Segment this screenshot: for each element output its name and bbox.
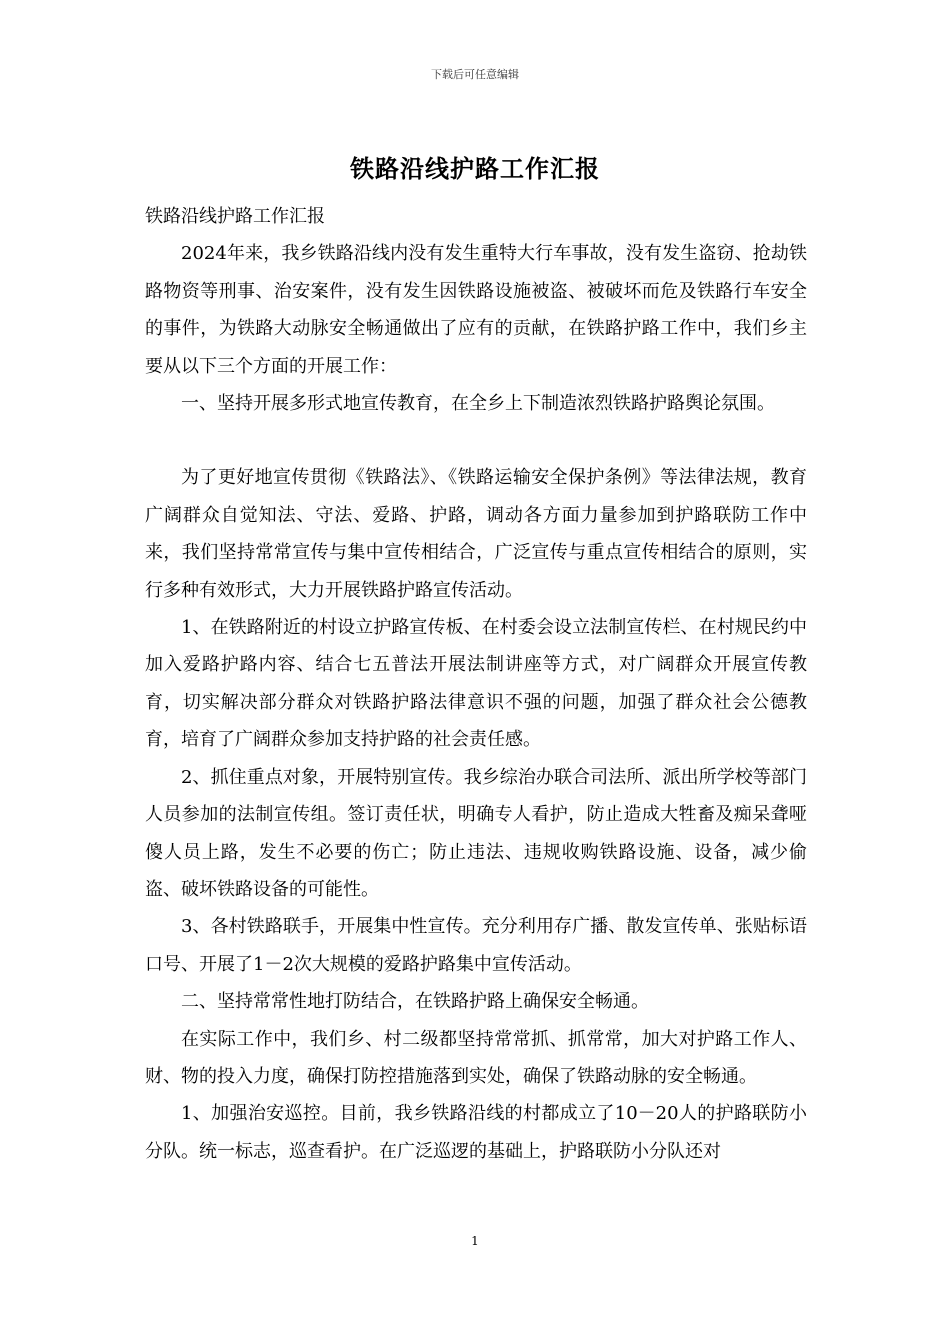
subtitle-paragraph: 铁路沿线护路工作汇报 <box>145 206 325 227</box>
document-body <box>145 198 807 1170</box>
intro-paragraph: 2024年来，我乡铁路沿线内没有发生重特大行车事故，没有发生盗窃、抢劫铁路物资等刑事、治安案件，没有发生因铁路设施被盗、被破坏而危及铁路行车安全的事件，为铁路大动脉安全畅通做出了应有的贡献，在铁路护路工作中，我们乡主要从以下三个方面的开展工作： <box>145 243 807 377</box>
document-title: 铁路沿线护路工作汇报 <box>350 154 600 183</box>
section-heading-1: 一、坚持开展多形式地宣传教育，在全乡上下制造浓烈铁路护路舆论氛围。 <box>181 393 775 415</box>
item-1-3-paragraph: 3、各村铁路联手，开展集中性宣传。充分利用存广播、散发宣传单、张贴标语口号、开展了1－2次大规模的爱路护路集中宣传活动。 <box>145 916 807 975</box>
section-1-paragraph: 为了更好地宣传贯彻《铁路法》、《铁路运输安全保护条例》等法律法规，教育广阔群众自觉知法、守法、爱路、护路，调动各方面力量参加到护路联防工作中来，我们坚持常常宣传与集中宣传相结合，广泛宣传与重点宣传相结合的原则，实行多种有效形式，大力开展铁路护路宣传活动。 <box>145 467 807 601</box>
header-note: 下载后可任意编辑 <box>431 68 519 81</box>
item-1-1-paragraph: 1、在铁路附近的村设立护路宣传板、在村委会设立法制宣传栏、在村规民约中加入爱路护路内容、结合七五普法开展法制讲座等方式，对广阔群众开展宣传教育，切实解决部分群众对铁路护路法律意识不强的问题，加强了群众社会公德教育，培育了广阔群众参加支持护路的社会责任感。 <box>145 617 807 751</box>
section-heading-2: 二、坚持常常性地打防结合，在铁路护路上确保安全畅通。 <box>181 991 649 1013</box>
section-2-paragraph: 在实际工作中，我们乡、村二级都坚持常常抓、抓常常，加大对护路工作人、财、物的投入力度，确保打防控措施落到实处，确保了铁路动脉的安全畅通。 <box>145 1028 807 1087</box>
item-2-1-paragraph: 1、加强治安巡控。目前，我乡铁路沿线的村都成立了10－20人的护路联防小分队。统一标志，巡查看护。在广泛巡逻的基础上，护路联防小分队还对 <box>145 1103 807 1162</box>
page-number: 1 <box>471 1234 479 1248</box>
item-1-2-paragraph: 2、抓住重点对象，开展特别宣传。我乡综治办联合司法所、派出所学校等部门人员参加的法制宣传组。签订责任状，明确专人看护，防止造成大牲畜及痴呆聋哑傻人员上路，发生不必要的伤亡；防止违法、违规收购铁路设施、设备，减少偷盗、破坏铁路设备的可能性。 <box>145 766 807 900</box>
